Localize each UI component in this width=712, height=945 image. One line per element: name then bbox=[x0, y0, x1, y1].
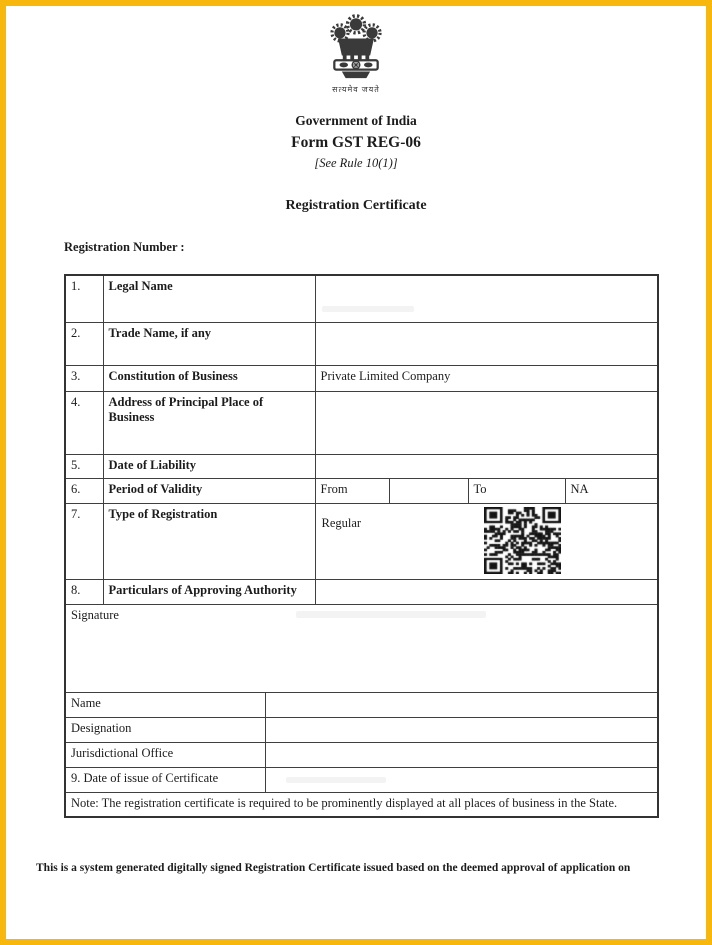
note-row bbox=[65, 792, 658, 817]
field-value-date-of-liability bbox=[315, 454, 658, 478]
system-generated-note: This is a system generated digitally signed Registration Certificate issued based on the deemed approval of application on bbox=[36, 862, 631, 874]
signature-row bbox=[65, 604, 658, 692]
erased-text-artifact bbox=[286, 777, 386, 783]
row-number: 5. bbox=[65, 454, 103, 478]
row-number: 7. bbox=[65, 503, 103, 579]
field-label-legal-name: Legal Name bbox=[103, 275, 315, 322]
rule-reference: [See Rule 10(1)] bbox=[314, 156, 398, 170]
field-value-approving-authority bbox=[315, 579, 658, 604]
row-number: 3. bbox=[65, 365, 103, 391]
table-row bbox=[65, 391, 658, 454]
signature-label: Signature bbox=[71, 607, 119, 622]
erased-text-artifact bbox=[296, 611, 486, 618]
field-value-legal-name bbox=[315, 275, 658, 322]
table-row bbox=[65, 692, 658, 717]
table-row bbox=[65, 478, 658, 503]
certificate-title: Registration Certificate bbox=[285, 198, 427, 213]
row-number: 6. bbox=[65, 478, 103, 503]
field-value-constitution: Private Limited Company bbox=[315, 365, 658, 391]
field-label-trade-name: Trade Name, if any bbox=[103, 322, 315, 365]
field-label-name: Name bbox=[65, 692, 265, 717]
table-row bbox=[65, 365, 658, 391]
registration-number-label: Registration Number : bbox=[64, 240, 185, 254]
field-label-address: Address of Principal Place of Business bbox=[103, 391, 315, 454]
validity-na-value: NA bbox=[565, 478, 658, 503]
field-label-period-of-validity: Period of Validity bbox=[103, 478, 315, 503]
table-row bbox=[65, 503, 658, 579]
field-value-type-of-registration bbox=[315, 503, 658, 579]
government-title: Government of India bbox=[295, 113, 417, 128]
signature-cell bbox=[65, 604, 658, 692]
field-label-jurisdictional-office: Jurisdictional Office bbox=[65, 742, 265, 767]
field-value-jurisdictional-office bbox=[265, 742, 658, 767]
field-label-date-of-issue: 9. Date of issue of Certificate bbox=[65, 767, 265, 792]
form-title: Form GST REG-06 bbox=[291, 134, 421, 151]
field-label-approving-authority: Particulars of Approving Authority bbox=[103, 579, 315, 604]
field-value-trade-name bbox=[315, 322, 658, 365]
certificate-table bbox=[64, 274, 659, 818]
registration-type-value: Regular bbox=[321, 515, 362, 530]
note-text: Note: The registration certificate is required to be prominently displayed at all places of business in the State. bbox=[65, 792, 658, 817]
india-state-emblem-icon bbox=[325, 14, 387, 80]
row-number: 4. bbox=[65, 391, 103, 454]
field-label-date-of-liability: Date of Liability bbox=[103, 454, 315, 478]
table-row bbox=[65, 742, 658, 767]
field-value-address bbox=[315, 391, 658, 454]
table-row bbox=[65, 322, 658, 365]
row-number: 1. bbox=[65, 275, 103, 322]
table-row bbox=[65, 579, 658, 604]
validity-from-label: From bbox=[315, 478, 389, 503]
field-value-designation bbox=[265, 717, 658, 742]
table-row bbox=[65, 717, 658, 742]
field-value-date-of-issue bbox=[265, 767, 658, 792]
field-label-constitution: Constitution of Business bbox=[103, 365, 315, 391]
row-number: 8. bbox=[65, 579, 103, 604]
row-number: 2. bbox=[65, 322, 103, 365]
validity-from-value bbox=[389, 478, 468, 503]
qr-code-icon bbox=[484, 507, 561, 574]
field-label-designation: Designation bbox=[65, 717, 265, 742]
emblem-container bbox=[6, 14, 706, 85]
table-row bbox=[65, 275, 658, 322]
emblem-motto: सत्यमेव जयते bbox=[332, 85, 380, 94]
table-row bbox=[65, 454, 658, 478]
table-row bbox=[65, 767, 658, 792]
field-label-type-of-registration: Type of Registration bbox=[103, 503, 315, 579]
field-value-name bbox=[265, 692, 658, 717]
validity-to-label: To bbox=[468, 478, 565, 503]
erased-text-artifact bbox=[322, 306, 414, 312]
